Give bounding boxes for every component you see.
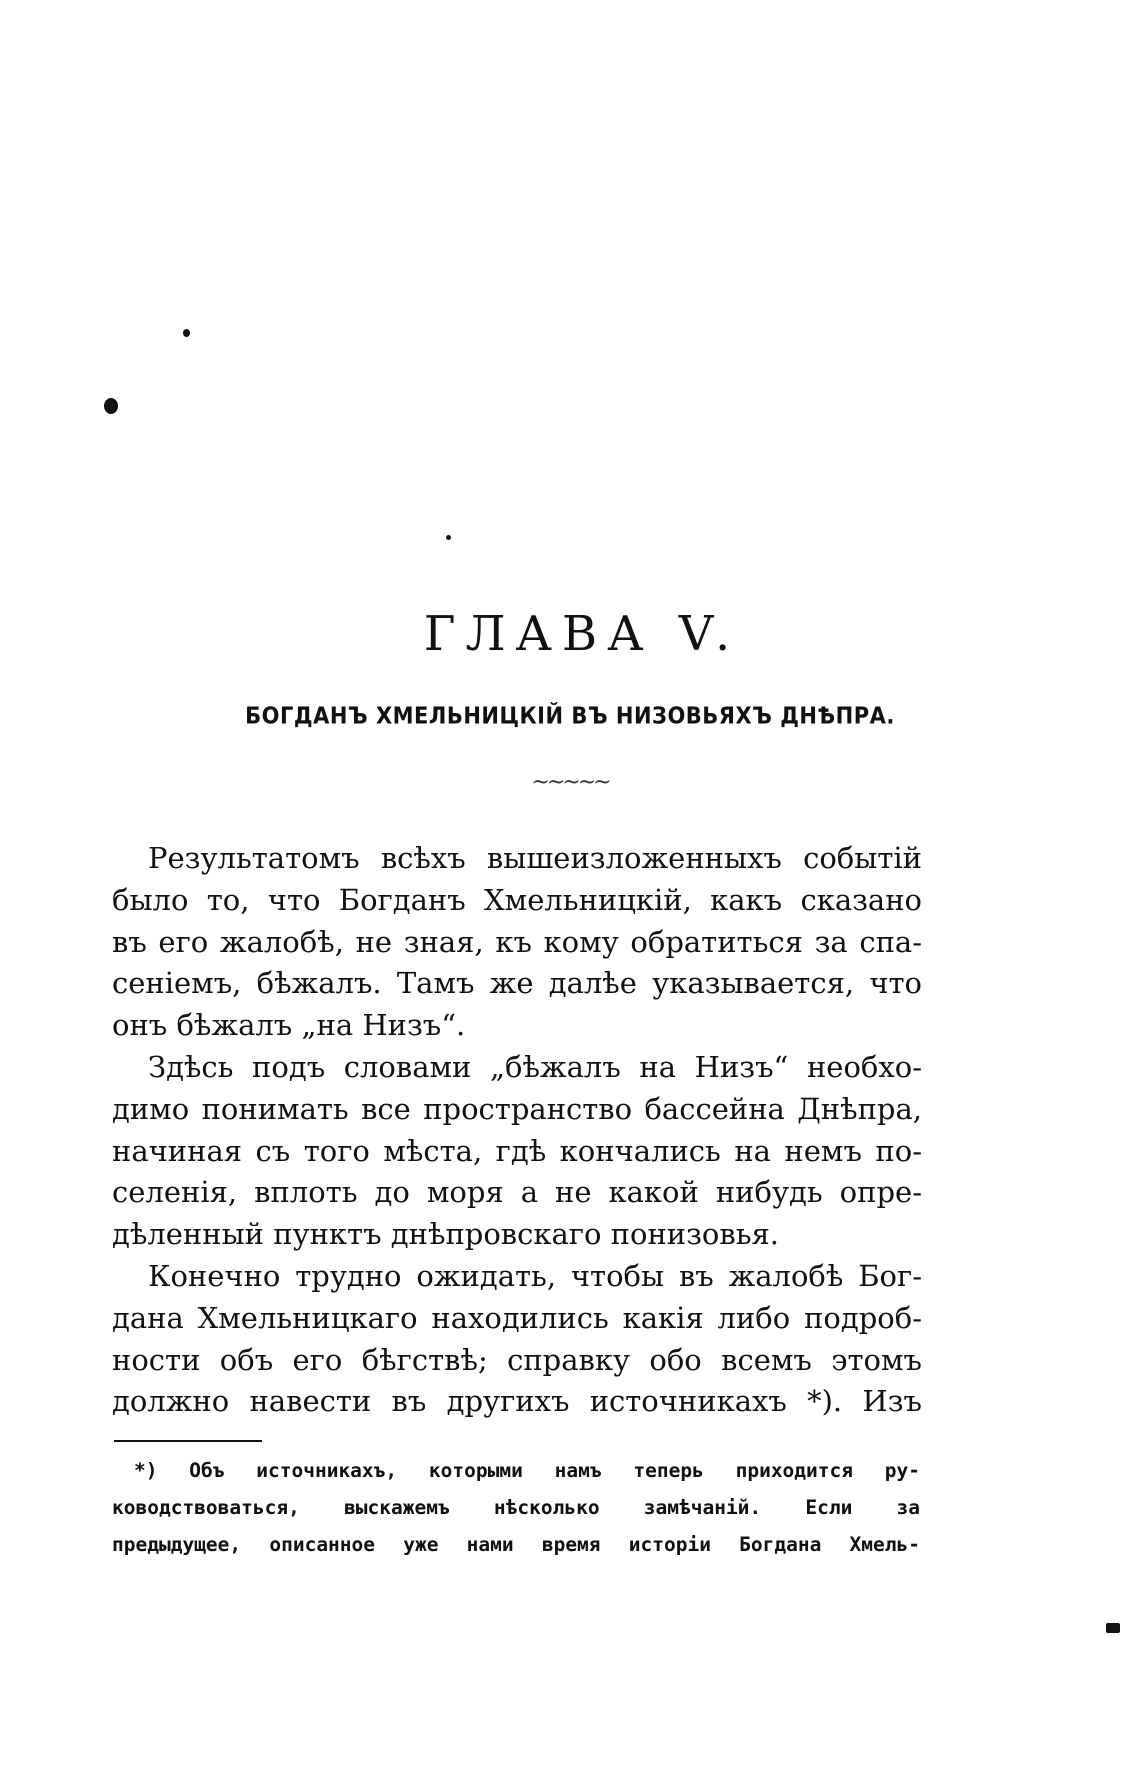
body-line: Конечно трудно ожидать, чтобы въ жалобѣ Бог- [148, 1258, 922, 1293]
body-line: селенія, вплоть до моря а не какой нибудь опре- [112, 1175, 922, 1210]
footnote-line: предыдущее, описанное уже нами время исторіи Богдана Хмель- [112, 1533, 920, 1556]
chapter-title: ГЛАВА V. [423, 606, 741, 662]
footnote-line: *) Объ источникахъ, которыми намъ теперь приходится ру- [134, 1459, 920, 1482]
body-line: дѣленный пунктъ днѣпровскаго понизовья. [112, 1217, 779, 1252]
body-line: дана Хмельницкаго находились какія либо подроб- [112, 1300, 922, 1335]
footnote-rule [114, 1440, 262, 1442]
ink-speck [104, 398, 118, 414]
body-line: въ его жалобѣ, не зная, къ кому обратиться за спа- [112, 924, 922, 959]
body-line: должно навести въ другихъ источникахъ *). Изъ [112, 1384, 922, 1419]
body-line: Здѣсь подъ словами „бѣжалъ на Низъ“ необхо- [148, 1049, 922, 1084]
body-line: было то, что Богданъ Хмельницкій, какъ сказано [112, 882, 922, 917]
chapter-subtitle: БОГДАНЪ ХМЕЛЬНИЦКІЙ ВЪ НИЗОВЬЯХЪ ДНѢПРА. [245, 702, 895, 730]
footnote-line: ководствоваться, выскажемъ нѣсколько замѣчаній. Если за [112, 1496, 920, 1519]
ornament-divider: ~~~~~ [531, 770, 609, 795]
body-text [112, 838, 922, 1423]
body-line: димо понимать все пространство бассейна Днѣпра, [112, 1091, 922, 1126]
body-line: онъ бѣжалъ „на Низъ“. [112, 1008, 466, 1043]
footnote [112, 1452, 920, 1563]
body-line: Результатомъ всѣхъ вышеизложенныхъ событій [148, 841, 922, 875]
ink-speck [1106, 1623, 1120, 1633]
ink-speck [183, 329, 190, 337]
body-line: начиная съ того мѣста, гдѣ кончались на немъ по- [112, 1133, 922, 1168]
ink-speck [446, 535, 451, 540]
body-line: сеніемъ, бѣжалъ. Тамъ же далѣе указывается, что [112, 966, 922, 1001]
body-line: ности объ его бѣгствѣ; справку обо всемъ этомъ [112, 1342, 922, 1377]
